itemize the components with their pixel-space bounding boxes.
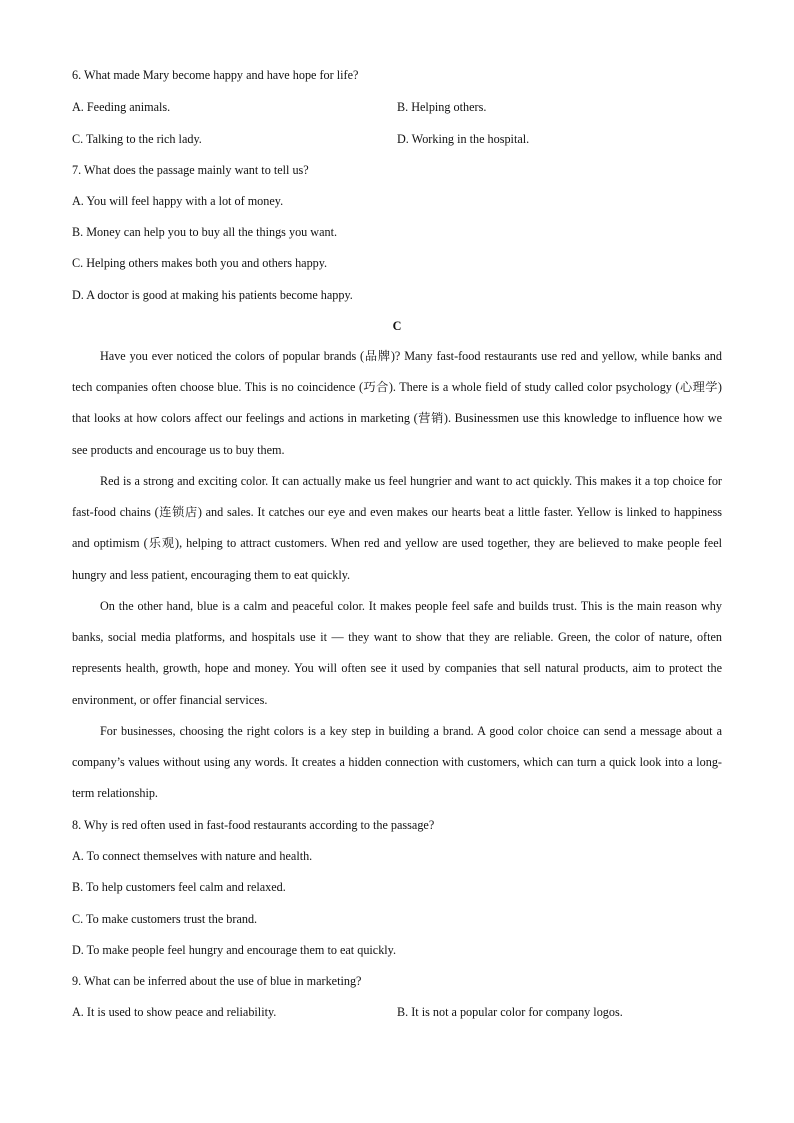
question-9-option-a: A. It is used to show peace and reliability. <box>72 1005 277 1019</box>
question-6-option-a: A. Feeding animals. <box>72 100 171 114</box>
question-8-option-a: A. To connect themselves with nature and health. <box>72 849 313 863</box>
question-9: 9. What can be inferred about the use of blue in marketing? <box>72 974 362 988</box>
question-8: 8. Why is red often used in fast-food restaurants according to the passage? <box>72 818 435 832</box>
question-7-option-b: B. Money can help you to buy all the things you want. <box>72 225 338 239</box>
question-6-option-d: D. Working in the hospital. <box>397 132 530 146</box>
passage-paragraph-3: On the other hand, blue is a calm and peaceful color. It makes people feel safe and builds trust. This is the main reason why banks, social media platforms, and hospitals use it — they want to show that they are reliable. Green, the color of nature, often represents health, growth, hope and money. You will often see it used by companies that sell natural products, aim to protect the environment, or offer financial services. <box>72 599 722 707</box>
question-6-option-b: B. Helping others. <box>397 100 487 114</box>
question-8-option-b: B. To help customers feel calm and relaxed. <box>72 880 286 894</box>
question-7-option-a: A. You will feel happy with a lot of money. <box>72 194 284 208</box>
question-6: 6. What made Mary become happy and have hope for life? <box>72 68 359 82</box>
passage-paragraph-2: Red is a strong and exciting color. It can actually make us feel hungrier and want to act quickly. This makes it a top choice for fast-food chains (连锁店) and sales. It catches our eye and even makes our hearts beat a little faster. Yellow is linked to happiness and optimism (乐观), helping to attract customers. When red and yellow are used together, they are believed to make people feel hungry and less patient, encouraging them to eat quickly. <box>72 474 722 582</box>
question-9-option-b: B. It is not a popular color for company logos. <box>397 1005 623 1019</box>
passage-paragraph-4: For businesses, choosing the right colors is a key step in building a brand. A good color choice can send a message about a company’s values without using any words. It creates a hidden connection with customers, which can turn a quick look into a long-term relationship. <box>72 724 722 801</box>
passage-paragraph-1: Have you ever noticed the colors of popular brands (品牌)? Many fast-food restaurants use red and yellow, while banks and tech companies often choose blue. This is no coincidence (巧合). There is a whole field of study called color psychology (心理学) that looks at how colors affect our feelings and actions in marketing (营销). Businessmen use this knowledge to influence how we see products and encourage us to buy them. <box>72 349 722 457</box>
question-7-option-d: D. A doctor is good at making his patients become happy. <box>72 288 353 302</box>
question-6-option-c: C. Talking to the rich lady. <box>72 132 202 146</box>
question-7-option-c: C. Helping others makes both you and others happy. <box>72 256 328 270</box>
section-c-title: C <box>392 319 402 333</box>
question-8-option-c: C. To make customers trust the brand. <box>72 912 258 926</box>
question-8-option-d: D. To make people feel hungry and encourage them to eat quickly. <box>72 943 397 957</box>
question-7: 7. What does the passage mainly want to tell us? <box>72 163 309 177</box>
